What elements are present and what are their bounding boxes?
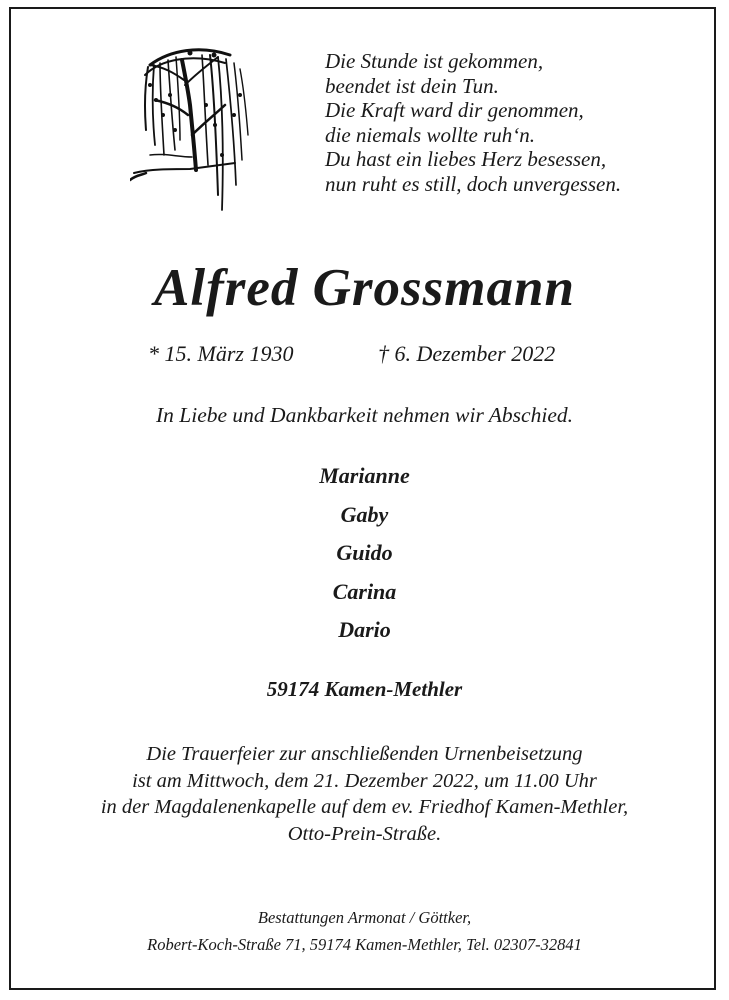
service-line: Die Trauerfeier zur anschließenden Urnenbeisetzung xyxy=(146,743,583,765)
undertaker-line: Bestattungen Armonat / Göttker, xyxy=(257,908,472,927)
family-member: Gaby xyxy=(340,501,389,527)
family-member: Guido xyxy=(336,540,393,565)
poem-line: die niemals wollte ruh‘n. xyxy=(325,122,535,147)
service-info xyxy=(0,741,729,847)
poem-line: Die Kraft ward dir genommen, xyxy=(325,98,584,123)
family-member: Carina xyxy=(332,578,397,604)
memorial-poem xyxy=(325,49,705,197)
poem-line: nun ruht es still, doch unvergessen. xyxy=(325,171,622,196)
service-line: in der Magdalenenkapelle auf dem ev. Friedhof Kamen-Methler, xyxy=(100,796,629,818)
service-line: Otto-Prein-Straße. xyxy=(287,822,442,845)
undertaker-line: Robert-Koch-Straße 71, 59174 Kamen-Methler, Tel. 02307-32841 xyxy=(147,935,582,954)
family-member: Dario xyxy=(338,617,391,642)
service-line: ist am Mittwoch, dem 21. Dezember 2022, um 11.00 Uhr xyxy=(132,769,597,792)
deceased-name: Alfred Grossmann xyxy=(154,259,575,317)
family-list xyxy=(0,462,729,655)
poem-line: beendet ist dein Tun. xyxy=(325,73,499,98)
weeping-willow-icon xyxy=(130,45,255,215)
farewell-text: In Liebe und Dankbarkeit nehmen wir Abschied. xyxy=(156,403,573,427)
birth-date: * 15. März 1930 xyxy=(148,341,294,366)
undertaker-info xyxy=(0,904,729,958)
poem-line: Du hast ein liebes Herz besessen, xyxy=(325,147,607,172)
family-location: 59174 Kamen-Methler xyxy=(266,677,463,701)
family-member: Marianne xyxy=(319,463,410,488)
poem-line: Die Stunde ist gekommen, xyxy=(325,49,544,73)
death-date: † 6. Dezember 2022 xyxy=(378,341,556,366)
